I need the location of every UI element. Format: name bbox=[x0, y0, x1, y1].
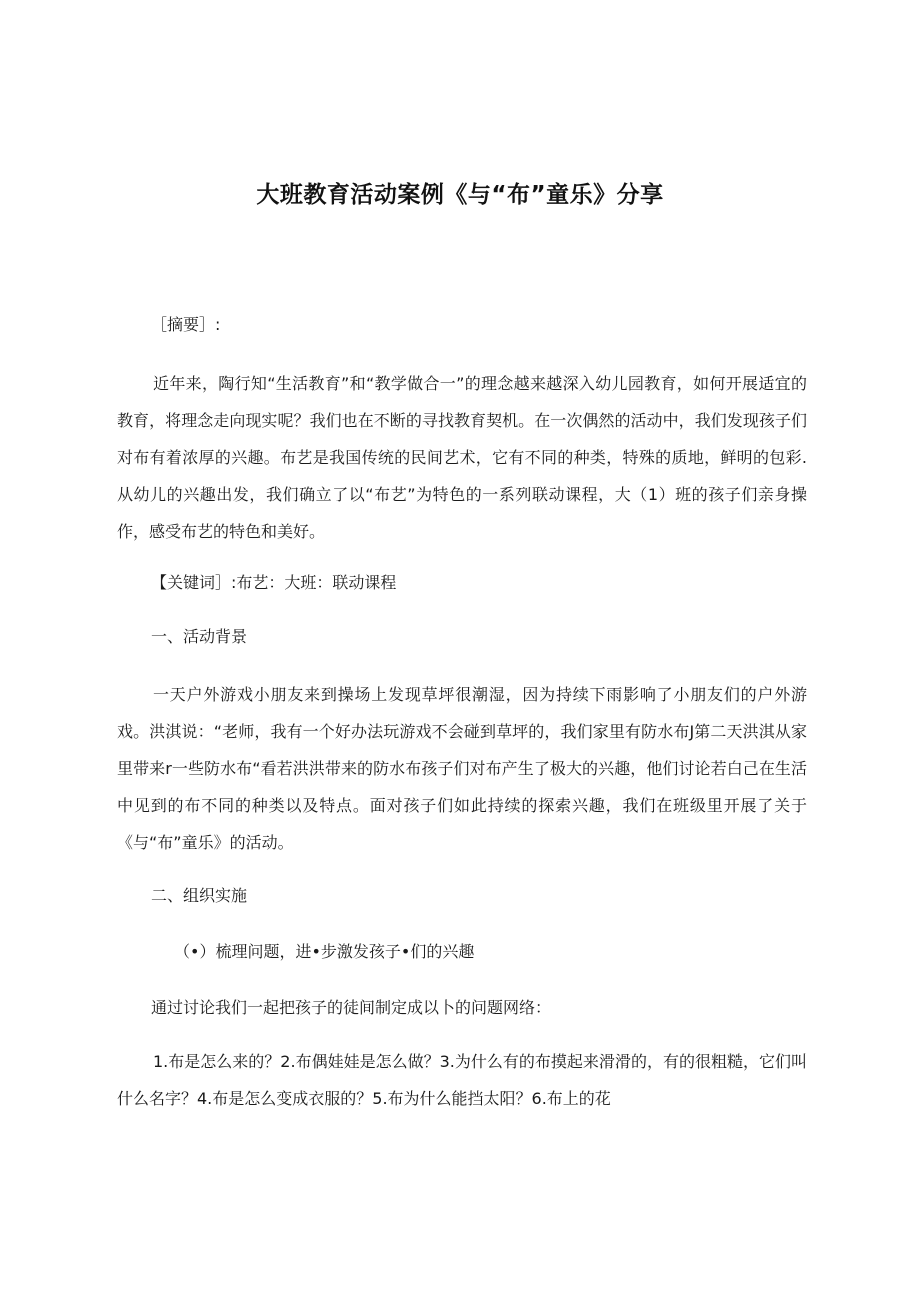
questions-block bbox=[117, 1043, 807, 1117]
keywords-block bbox=[117, 571, 807, 595]
section1-heading: 一、活动背景 bbox=[151, 627, 248, 646]
subsection1-heading-block bbox=[117, 940, 807, 964]
subsection1-intro-block bbox=[117, 996, 807, 1020]
abstract-paragraph: 近年来，陶行知“生活教育”和“教学做合一”的理念越来越深入幼儿园教育，如何开展适宜的教育，将理念走向现实呢？我们也在不断的寻找教育契机。在一次偶然的活动中，我们发现孩子们对布有着浓厚的兴趣。布艺是我国传统的民间艺术，它有不同的种类，特殊的质地，鲜明的包彩.从幼儿的兴趣出发，我们确立了以“布艺”为特色的一系列联动课程，大（1）班的孩子们亲身操作，感受布艺的特色和美好。 bbox=[117, 374, 807, 541]
section2-heading-block bbox=[117, 884, 807, 908]
section1-heading-block bbox=[117, 625, 807, 649]
section1-paragraph: 一天户外游戏小朋友来到操场上发现草坪很潮湿，因为持续下雨影响了小朋友们的户外游戏。洪淇说：“老师，我有一个好办法玩游戏不会碰到草坪的，我们家里有防水布J第二天洪淇从家里带来r一些防水布“看若洪洪带来的防水布孩子们对布产生了极大的兴趣，他们讨论若白己在生活中见到的布不同的种类以及特点。面对孩子们如此持续的探索兴趣，我们在班级里开展了关于《与“布”童乐》的活动。 bbox=[117, 685, 807, 852]
document-title: 大班教育活动案例《与“布”童乐》分享 bbox=[256, 182, 664, 208]
subsection1-intro: 通过讨论我们一起把孩子的徒间制定成以卜的问题网络： bbox=[151, 998, 552, 1017]
abstract-label-block bbox=[117, 313, 807, 337]
section2-heading: 二、组织实施 bbox=[151, 886, 248, 905]
keywords-line: 【关键词］:布艺：大班：联动课程 bbox=[151, 573, 397, 592]
questions-paragraph: 1.布是怎么来的？2.布偶娃娃是怎么做？3.为什么有的布摸起来滑滑的，有的很粗糙，它们叫什么名字？4.布是怎么变成衣服的？5.布为什么能挡太阳？6.布上的花 bbox=[117, 1052, 807, 1108]
abstract-label: ［摘要］: bbox=[151, 315, 221, 334]
abstract-block bbox=[117, 365, 807, 550]
subsection1-heading: （•）梳理问题，进•步激发孩子•们的兴趣 bbox=[174, 942, 475, 961]
section1-block bbox=[117, 676, 807, 861]
